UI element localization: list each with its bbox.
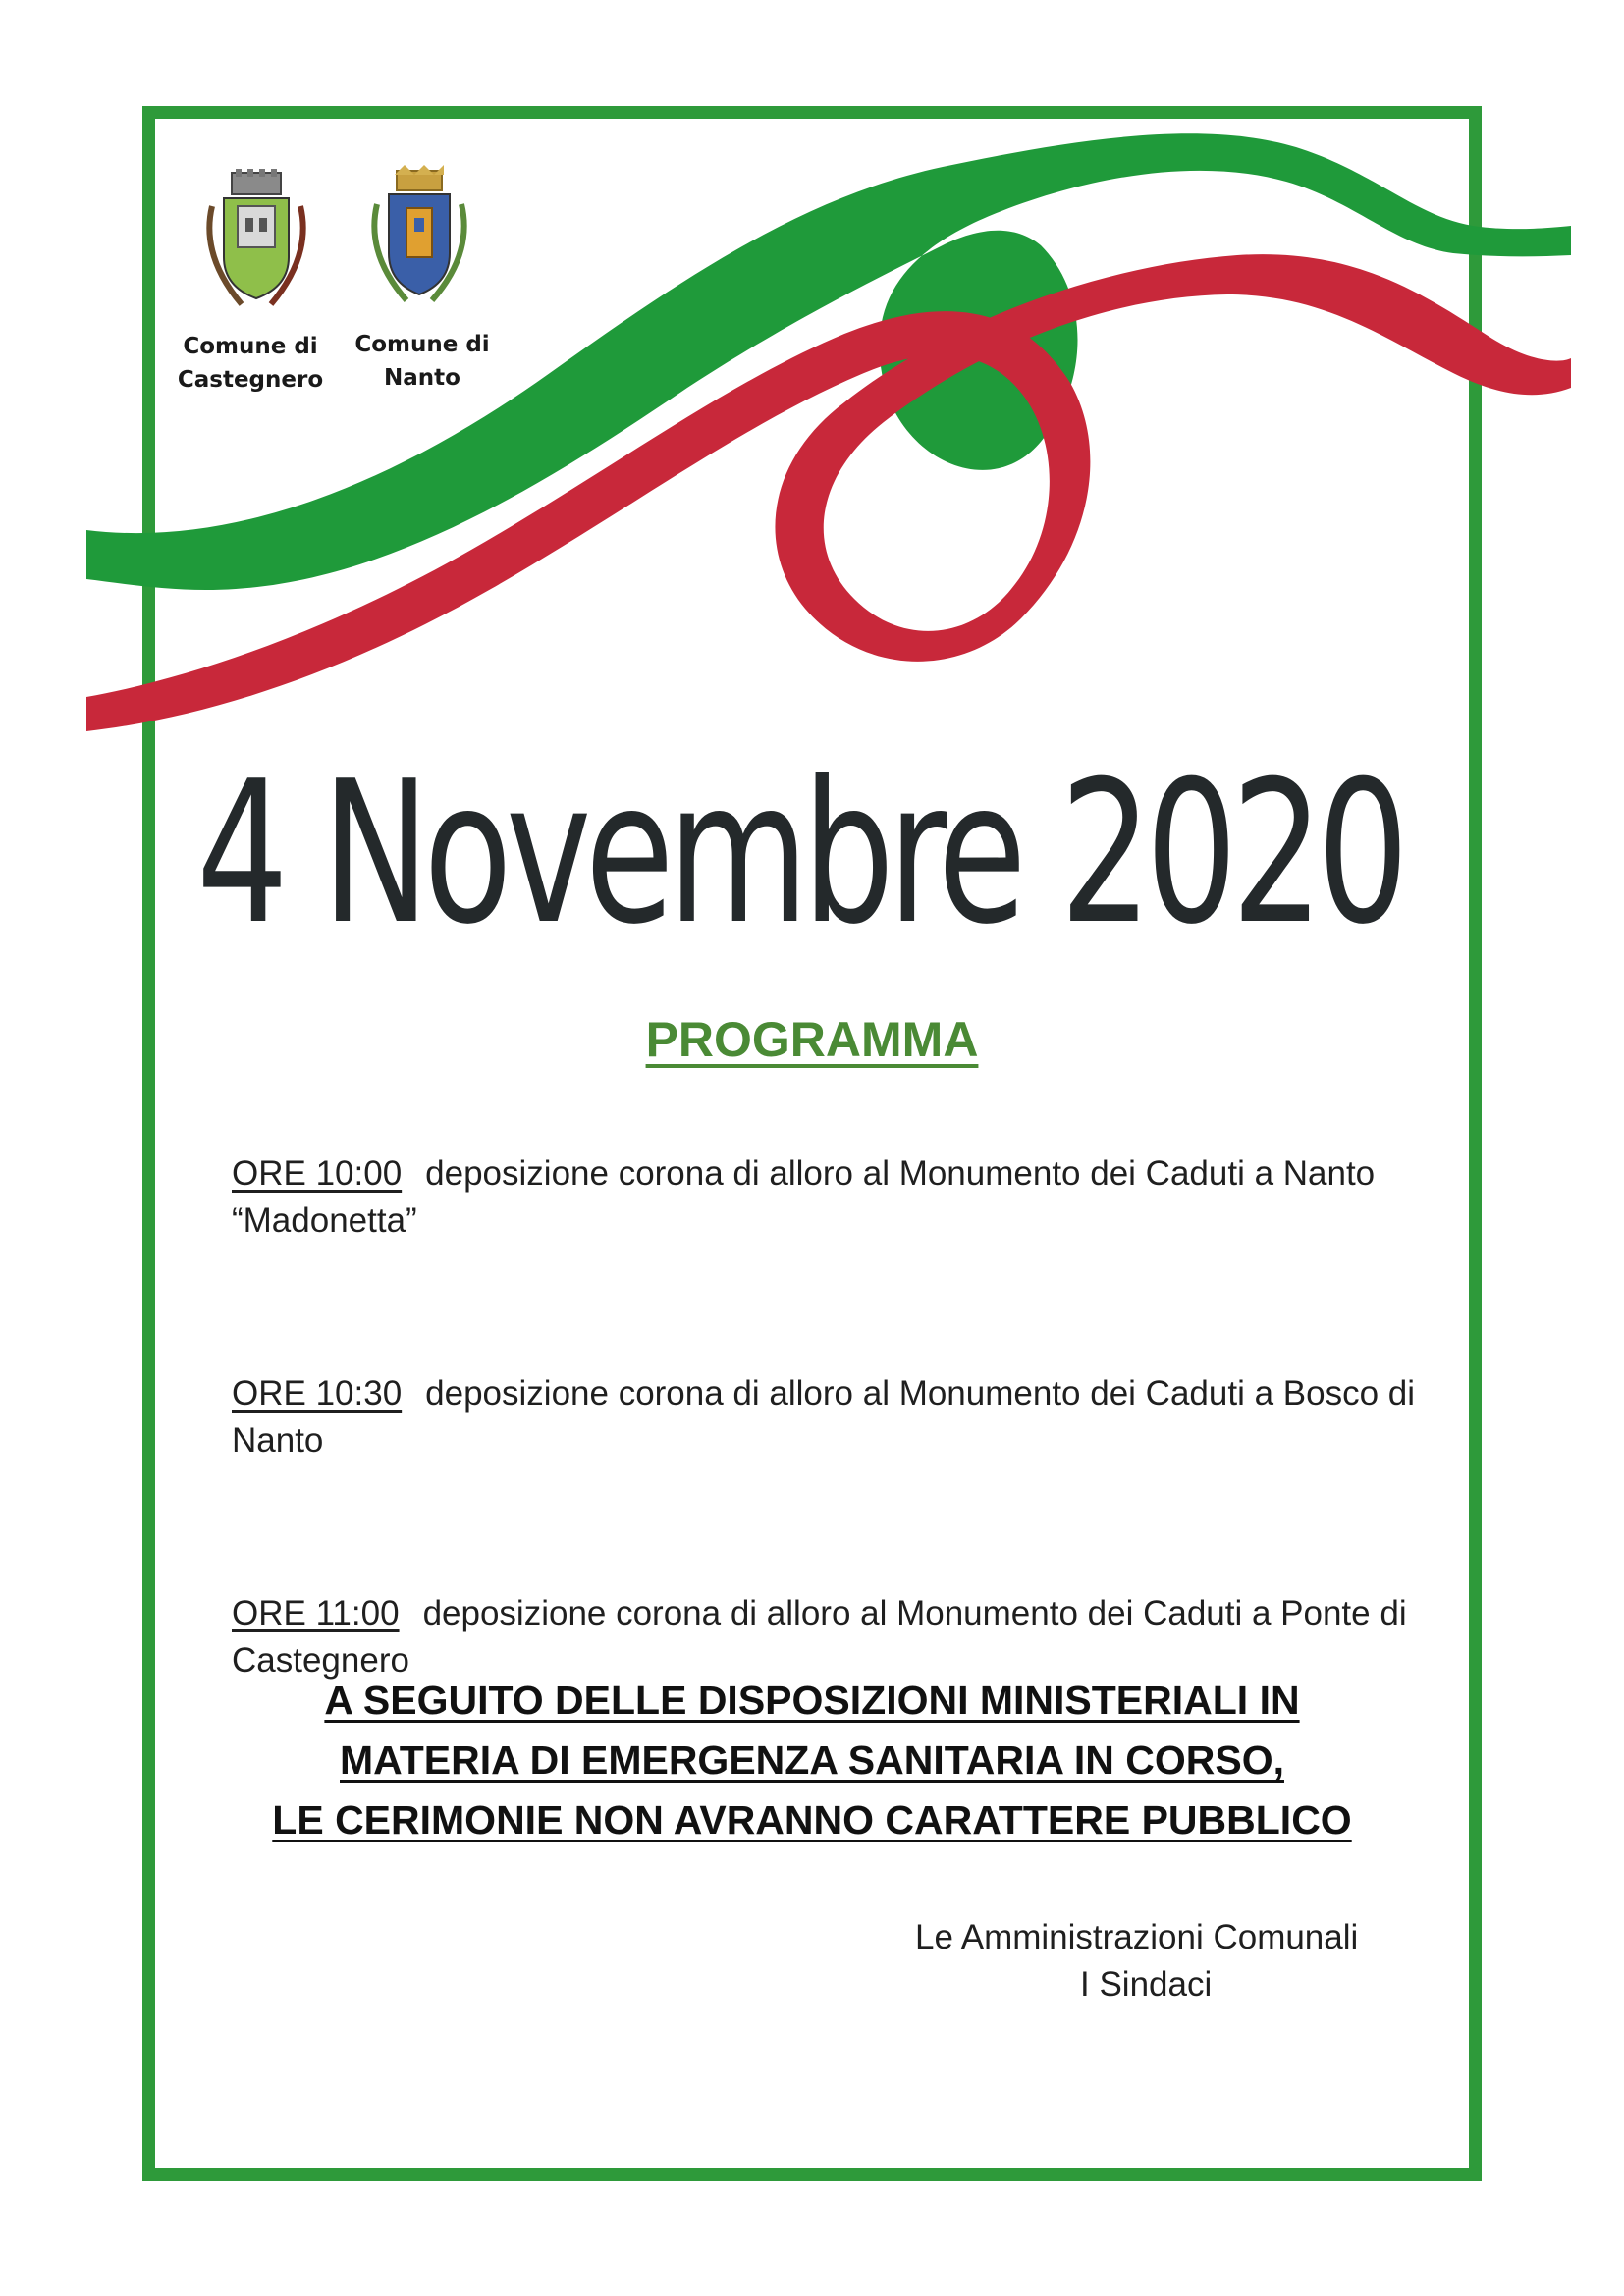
nanto-label-line1: Comune di: [354, 332, 490, 357]
castegnero-label: [177, 330, 324, 397]
nanto-label-line2: Nanto: [384, 365, 460, 391]
nanto-label: [344, 328, 501, 395]
schedule-item: [232, 1150, 1439, 1245]
signature-administrations: Le Amministrazioni Comunali: [915, 1918, 1359, 1956]
notice-line: MATERIA DI EMERGENZA SANITARIA IN CORSO,: [340, 1737, 1284, 1783]
signature-block: [884, 1914, 1473, 2008]
schedule-time: ORE 10:00: [232, 1154, 403, 1193]
castegnero-label-line1: Comune di: [183, 334, 318, 359]
programma-heading-text: PROGRAMMA: [645, 1012, 979, 1067]
notice-line: LE CERIMONIE NON AVRANNO CARATTERE PUBBLICO: [272, 1797, 1352, 1842]
schedule-item: [232, 1370, 1439, 1465]
schedule-time: ORE 10:30: [232, 1374, 403, 1413]
signature-mayors: I Sindaci: [1080, 1965, 1213, 2003]
schedule-description: deposizione corona di alloro al Monumento dei Caduti a Ponte di Castegnero: [232, 1594, 1407, 1680]
notice-line: A SEGUITO DELLE DISPOSIZIONI MINISTERIALI IN: [324, 1678, 1300, 1723]
nanto-coat-of-arms: [346, 165, 493, 312]
schedule-description: deposizione corona di alloro al Monumento dei Caduti a Bosco di Nanto: [232, 1374, 1415, 1460]
schedule-description: deposizione corona di alloro al Monumento dei Caduti a Nanto “Madonetta”: [232, 1154, 1376, 1240]
red-ribbon: [86, 254, 1571, 731]
health-emergency-notice: [147, 1671, 1477, 1850]
programma-heading: [0, 1011, 1624, 1068]
event-date-title: 4 Novembre 2020: [196, 739, 1403, 968]
castegnero-label-line2: Castegnero: [177, 367, 324, 393]
schedule-time: ORE 11:00: [232, 1594, 400, 1632]
castegnero-coat-of-arms: [183, 167, 330, 314]
